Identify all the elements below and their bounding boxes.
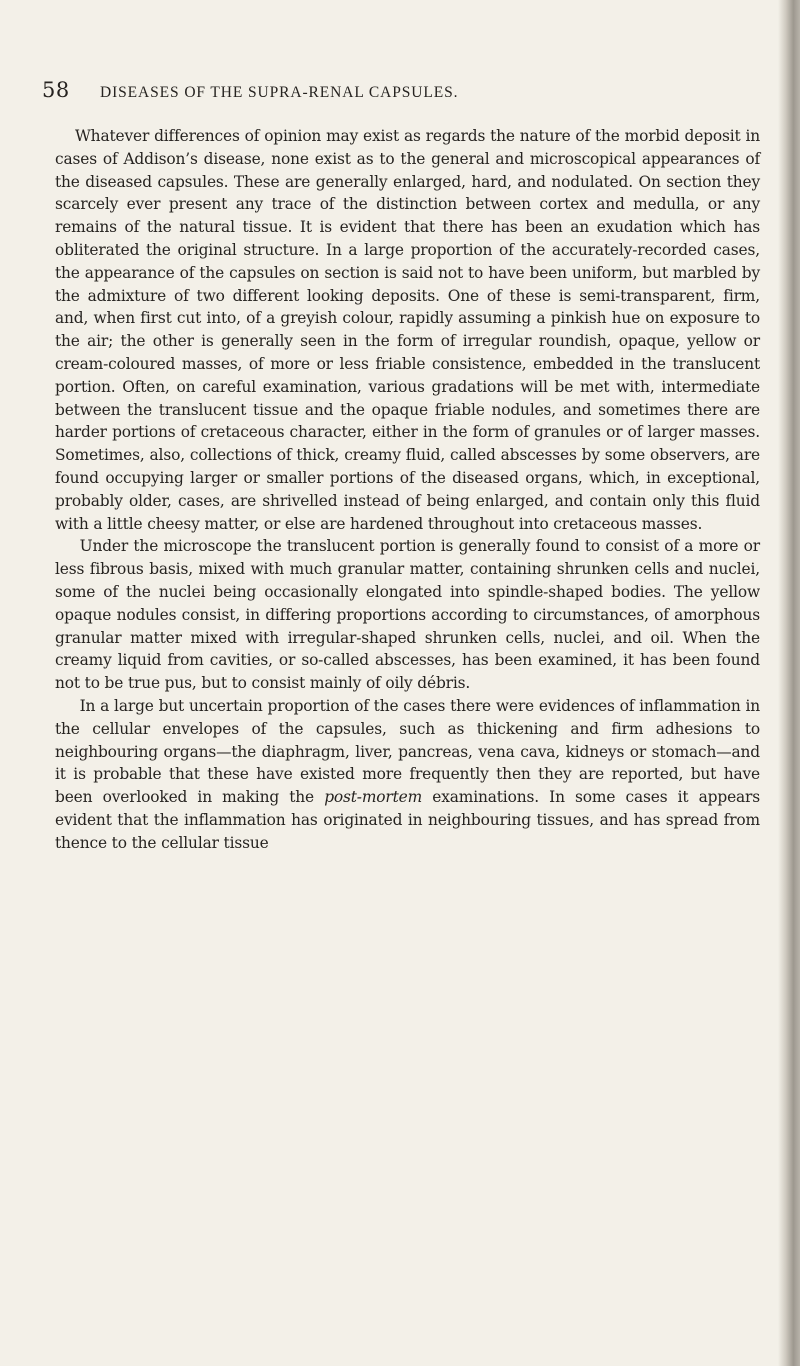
book-gutter-edge <box>778 0 800 1366</box>
italic-term: post-mortem <box>324 788 423 807</box>
paragraph-text: Whatever differences of opinion may exist as regards the nature of the morbid deposit in cases of Addison’s disease, none exist as to the general and microscopical appearances of the diseased capsules. These are generally enlarged, hard, and nodulated. On section they scarcely ever present any trace of the distinction between cortex and medulla, or any remains of the natural tissue. It is evident that there has been an exudation which has obliterated the original structure. In a large proportion of the accurately-recorded cases, the appearance of the capsules on section is said not to have been uniform, but marbled by the admixture of two different looking deposits. One of these is semi-transparent, firm, and, when first cut into, of a greyish colour, rapidly assuming a pinkish hue on exposure to the air; the other is generally seen in the form of irregular roundish, opaque, yellow or cream-coloured masses, of more or less friable consistence, embedded in the translucent portion. Often, on careful examination, various gradations will be met with, intermediate between the translucent tissue and the opaque friable nodules, and sometimes there are harder portions of cretaceous character, either in the form of granules or of larger masses. Sometimes, also, collections of thick, creamy fluid, called abscesses by some observers, are found occupying larger or smaller portions of the diseased organs, which, in exceptional, probably older, cases, are shrivelled instead of being enlarged, and contain only this fluid with a little cheesy matter, or else are hardened throughout into cretaceous masses. <box>55 127 760 533</box>
paragraph-text: In a large but uncertain proportion of the cases there were evidences of inflammation in the cellular envelopes of the capsules, such as thickening and firm adhesions to neighbouring organs—the diaphragm, liver, pancreas, vena cava, kidneys or stomach—and it is probable that these have existed more frequently then they are reported, but have been overlooked in making the <box>55 696 760 807</box>
running-head: DISEASES OF THE SUPRA-RENAL CAPSULES. <box>100 84 459 101</box>
page-number: 58 <box>42 78 70 102</box>
paragraph <box>55 535 760 695</box>
paragraph-text: examinations. In some cases it appears evident that the inflammation has originated in neighbouring tissues, and has spread from thence to the cellular tissue <box>55 788 761 852</box>
paragraph <box>55 695 760 855</box>
body-text <box>55 125 760 855</box>
paragraph-text: Under the microscope the translucent portion is generally found to consist of a more or less fibrous basis, mixed with much granular matter, containing shrunken cells and nuclei, some of the nuclei being occasionally elongated into spindle-shaped bodies. The yellow opaque nodules consist, in differing proportions according to circumstances, of amorphous granular matter mixed with irregular-shaped shrunken cells, nuclei, and oil. When the creamy liquid from cavities, or so-called abscesses, has been examined, it has been found not to be true pus, but to consist mainly of oily débris. <box>55 537 760 693</box>
page-header <box>0 78 800 108</box>
paragraph <box>55 125 760 535</box>
